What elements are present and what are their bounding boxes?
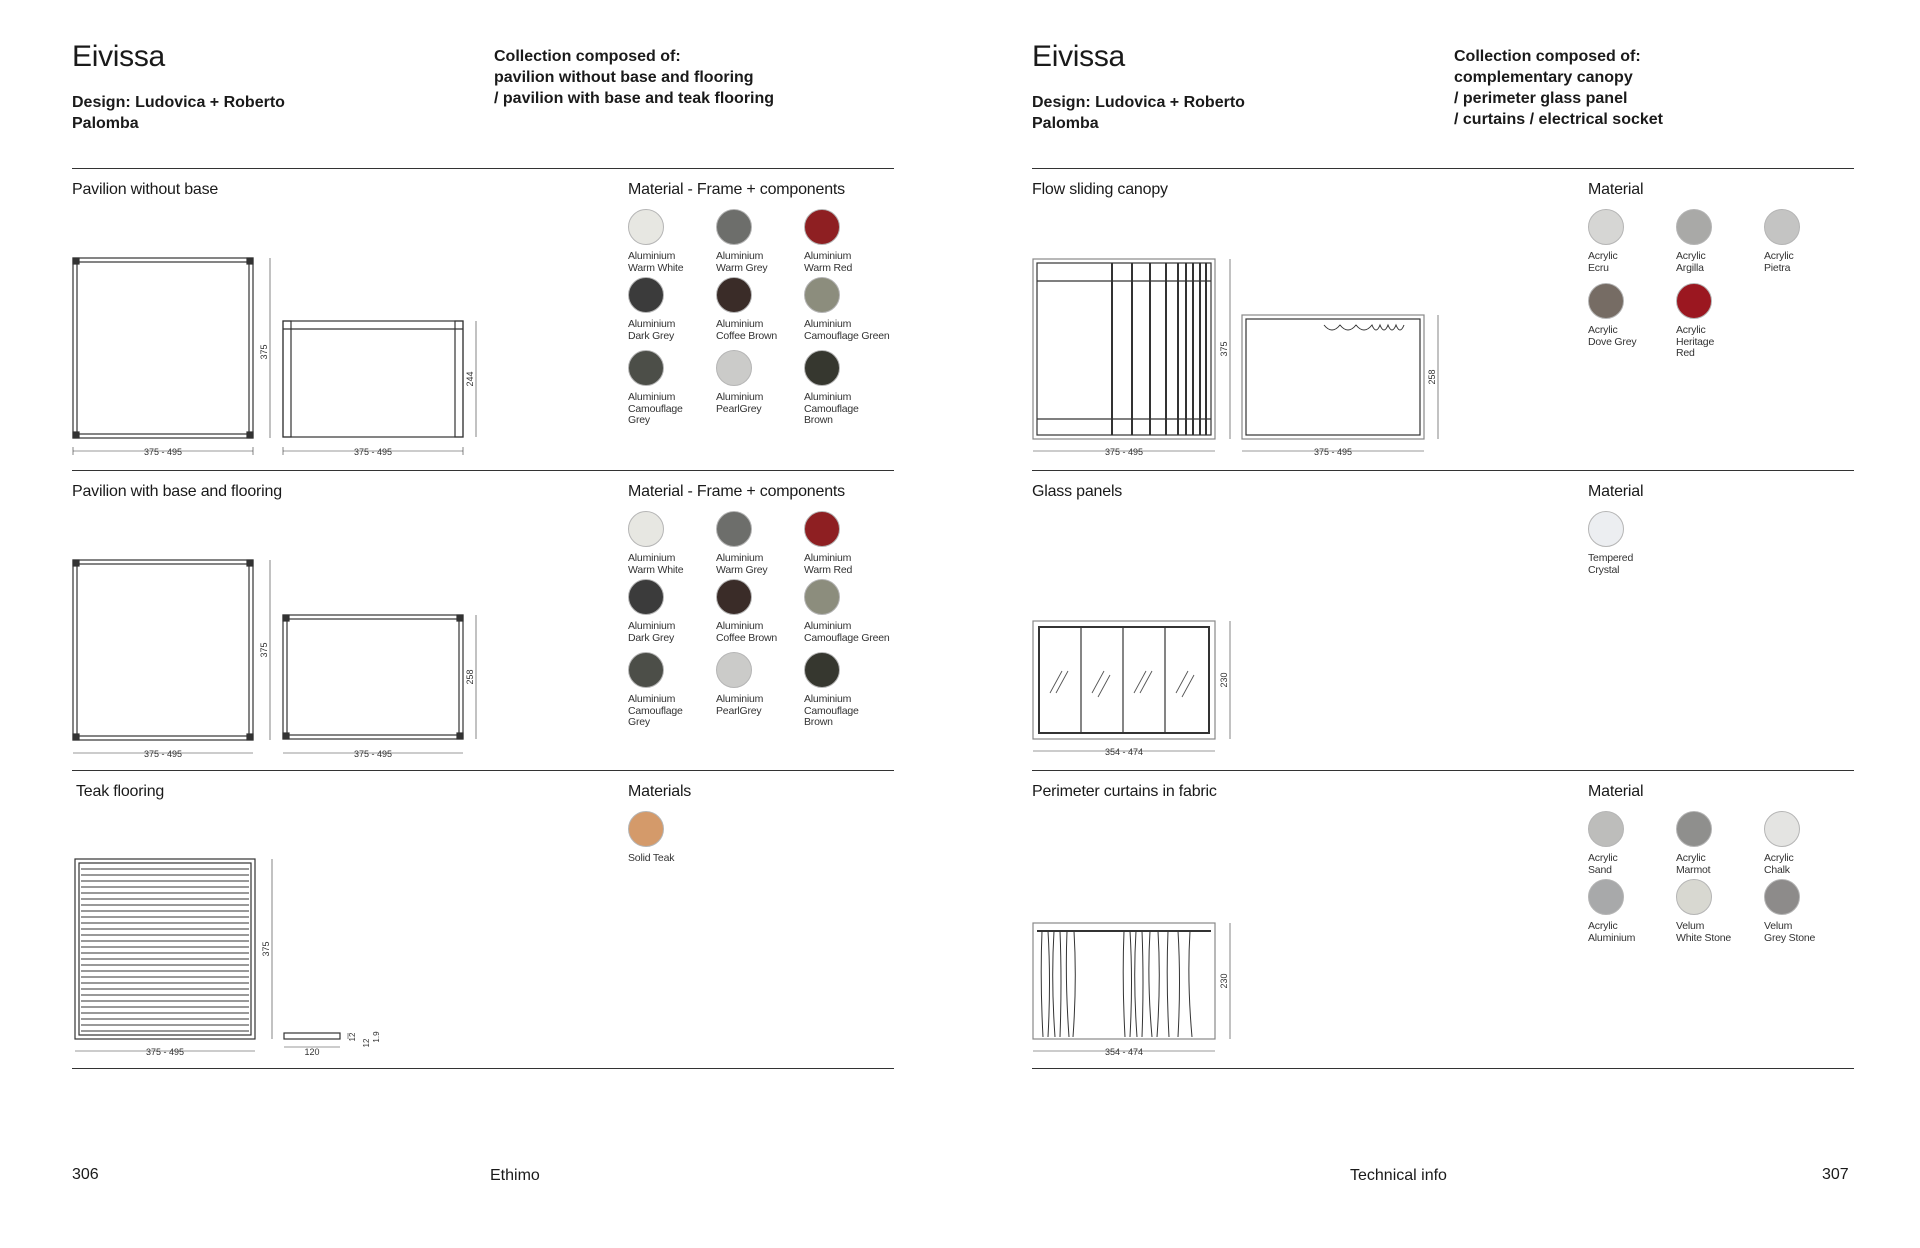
swatch-label: Tempered Crystal <box>1588 552 1634 576</box>
swatch <box>1588 283 1678 348</box>
front-height-label: 375 <box>261 941 271 957</box>
front-height-label: 375 <box>259 642 269 658</box>
swatch-color <box>628 579 664 615</box>
swatch-color <box>716 579 752 615</box>
page-number: 306 <box>72 1166 99 1183</box>
swatch <box>1588 879 1678 944</box>
swatch-color <box>804 652 840 688</box>
swatch-label: Aluminium Warm White <box>628 552 684 576</box>
swatch-color <box>628 277 664 313</box>
swatch <box>804 209 894 274</box>
swatch-label: Aluminium Warm Red <box>804 552 853 576</box>
swatch-color <box>1676 209 1712 245</box>
swatch-label: Aluminium Camouflage Grey <box>628 693 683 728</box>
page-number: 307 <box>1822 1166 1849 1183</box>
swatch-color <box>628 350 664 386</box>
page-title: Eivissa <box>72 40 165 73</box>
swatch-label: Acrylic Sand <box>1588 852 1618 876</box>
swatch-label: Acrylic Heritage Red <box>1676 324 1715 359</box>
swatch-color <box>804 277 840 313</box>
section-divider <box>72 1068 894 1069</box>
swatch-color <box>716 511 752 547</box>
swatch-color <box>628 652 664 688</box>
swatch <box>628 579 718 644</box>
front-width-label: 354 - 474 <box>1104 747 1144 757</box>
swatch-color <box>628 209 664 245</box>
material-title: Material <box>1588 483 1644 500</box>
swatch <box>716 350 806 415</box>
section-perimeter-curtains <box>1032 770 1854 1070</box>
section-flow-sliding-canopy <box>1032 168 1854 468</box>
swatch <box>1676 283 1766 360</box>
swatch-color <box>1676 283 1712 319</box>
front-width-label: 375 - 495 <box>143 749 183 759</box>
material-title: Material <box>1588 181 1644 198</box>
swatch-label: Aluminium Dark Grey <box>628 318 676 342</box>
side-height-label: 258 <box>465 669 475 685</box>
swatch-label: Aluminium Camouflage Green <box>804 620 890 644</box>
material-title: Material - Frame + components <box>628 181 845 198</box>
swatch <box>628 209 718 274</box>
side-height-label: 244 <box>465 371 475 387</box>
section-title: Flow sliding canopy <box>1032 181 1168 198</box>
designer-credit: Design: Ludovica + Roberto Palomba <box>72 94 285 132</box>
swatch-color <box>716 277 752 313</box>
swatch-color <box>1764 811 1800 847</box>
swatch-label: Aluminium Warm White <box>628 250 684 274</box>
swatch-label: Aluminium Camouflage Green <box>804 318 890 342</box>
section-title: Teak flooring <box>76 783 165 800</box>
swatch-label: Acrylic Dove Grey <box>1588 324 1637 348</box>
swatch-label: Aluminium Camouflage Brown <box>804 391 859 426</box>
swatch <box>1676 209 1766 274</box>
section-teak-flooring <box>72 770 894 1070</box>
designer-credit: Design: Ludovica + Roberto Palomba <box>1032 94 1245 132</box>
swatch <box>804 579 894 644</box>
swatch-label: Aluminium Coffee Brown <box>716 620 778 644</box>
footer-brand: Ethimo <box>490 1167 540 1184</box>
front-height-label: 230 <box>1219 672 1229 688</box>
collection-description: Collection composed of: complementary canopy / perimeter glass panel / curtains / electrical socket <box>1454 48 1663 128</box>
swatch <box>1764 811 1854 876</box>
swatch-label: Aluminium Warm Grey <box>716 250 768 274</box>
front-width-label: 375 - 495 <box>143 447 183 457</box>
swatch-color <box>716 652 752 688</box>
section-glass-panels <box>1032 470 1854 770</box>
swatch-label: Acrylic Chalk <box>1764 852 1794 876</box>
swatch-color <box>1588 209 1624 245</box>
swatch-color <box>1676 811 1712 847</box>
side-width-label: 375 - 495 <box>353 447 393 457</box>
swatch-label: Acrylic Pietra <box>1764 250 1794 274</box>
section-pavilion-without-base <box>72 168 894 468</box>
swatch <box>628 811 718 865</box>
board-width-label: 120 <box>304 1047 320 1057</box>
front-width-label: 354 - 474 <box>1104 1047 1144 1057</box>
section-title: Pavilion with base and flooring <box>72 483 282 500</box>
page-title: Eivissa <box>1032 40 1125 73</box>
swatch-color <box>804 350 840 386</box>
swatch-label: Velum White Stone <box>1676 920 1731 944</box>
perimeter-curtains-drawing <box>1032 771 1452 1071</box>
swatch <box>1588 209 1678 274</box>
swatch <box>804 350 894 427</box>
board-depth-label: 12 <box>348 1032 357 1042</box>
swatch <box>628 511 718 576</box>
swatch-label: Aluminium PearlGrey <box>716 693 764 717</box>
swatch-label: Aluminium Warm Red <box>804 250 853 274</box>
section-pavilion-with-base <box>72 470 894 770</box>
board-thickness-label: 1.9 <box>372 1031 381 1043</box>
swatch <box>804 652 894 729</box>
swatch <box>1764 209 1854 274</box>
swatch-color <box>1764 879 1800 915</box>
swatch <box>716 209 806 274</box>
swatch <box>716 652 806 717</box>
material-title: Material - Frame + components <box>628 483 845 500</box>
swatch <box>716 579 806 644</box>
swatch-label: Aluminium Warm Grey <box>716 552 768 576</box>
teak-flooring-drawing <box>72 771 492 1071</box>
board-depth-label: 12 <box>362 1038 371 1048</box>
section-title: Glass panels <box>1032 483 1123 500</box>
swatch-color <box>1676 879 1712 915</box>
swatch-label: Aluminium Camouflage Grey <box>628 391 683 426</box>
swatch-color <box>1764 209 1800 245</box>
swatch <box>804 277 894 342</box>
glass-panels-drawing <box>1032 471 1452 771</box>
swatch <box>716 511 806 576</box>
swatch-label: Acrylic Ecru <box>1588 250 1618 274</box>
footer-section-label: Technical info <box>1350 1167 1447 1184</box>
swatch-color <box>804 511 840 547</box>
swatch-color <box>716 209 752 245</box>
swatch-label: Acrylic Marmot <box>1676 852 1711 876</box>
swatch-color <box>804 579 840 615</box>
swatch <box>1764 879 1854 944</box>
pavilion-with-base-drawing <box>72 471 492 771</box>
swatch-label: Aluminium PearlGrey <box>716 391 764 415</box>
front-height-label: 375 <box>259 344 269 360</box>
material-title: Material <box>1588 783 1644 800</box>
swatch-label: Acrylic Aluminium <box>1588 920 1636 944</box>
swatch-label: Solid Teak <box>628 852 675 864</box>
swatch <box>628 277 718 342</box>
section-title: Perimeter curtains in fabric <box>1032 783 1217 800</box>
swatch-color <box>1588 511 1624 547</box>
material-title: Materials <box>628 783 692 800</box>
swatch <box>1676 811 1766 876</box>
swatch-color <box>716 350 752 386</box>
swatch <box>1588 511 1678 576</box>
swatch <box>628 652 718 729</box>
right-page <box>960 0 1920 1248</box>
pavilion-without-base-drawing <box>72 169 492 469</box>
section-title: Pavilion without base <box>72 181 219 198</box>
swatch-label: Aluminium Camouflage Brown <box>804 693 859 728</box>
swatch-color <box>628 811 664 847</box>
swatch-color <box>1588 879 1624 915</box>
front-width-label: 375 - 495 <box>1104 447 1144 457</box>
side-width-label: 375 - 495 <box>1313 447 1353 457</box>
swatch <box>716 277 806 342</box>
swatch-color <box>1588 283 1624 319</box>
front-width-label: 375 - 495 <box>145 1047 185 1057</box>
swatch-label: Acrylic Argilla <box>1676 250 1706 274</box>
swatch <box>1676 879 1766 944</box>
front-height-label: 230 <box>1219 973 1229 989</box>
swatch-color <box>804 209 840 245</box>
swatch-label: Aluminium Dark Grey <box>628 620 676 644</box>
swatch-color <box>628 511 664 547</box>
swatch-label: Aluminium Coffee Brown <box>716 318 778 342</box>
front-height-label: 375 <box>1219 341 1229 357</box>
side-width-label: 375 - 495 <box>353 749 393 759</box>
swatch <box>804 511 894 576</box>
swatch-color <box>1588 811 1624 847</box>
swatch <box>1588 811 1678 876</box>
swatch-label: Velum Grey Stone <box>1764 920 1816 944</box>
side-height-label: 258 <box>1427 369 1437 385</box>
swatch <box>628 350 718 427</box>
section-divider <box>1032 1068 1854 1069</box>
sliding-canopy-drawing <box>1032 169 1452 469</box>
collection-description: Collection composed of: pavilion without base and flooring / pavilion with base and teak flooring <box>494 48 775 107</box>
